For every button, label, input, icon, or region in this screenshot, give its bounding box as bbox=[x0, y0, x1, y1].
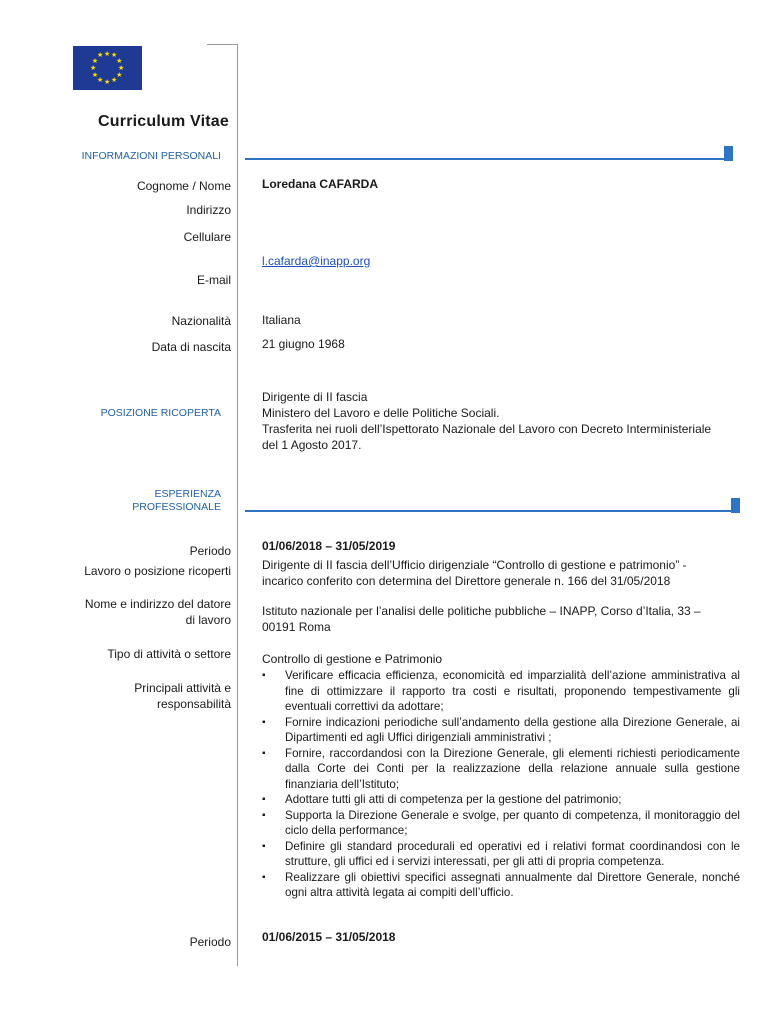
flag-star-icon: ★ bbox=[116, 71, 123, 79]
value-period-2: 01/06/2015 – 31/05/2018 bbox=[262, 930, 396, 944]
value-role bbox=[262, 557, 740, 589]
position-line: Dirigente di II fascia bbox=[262, 390, 368, 404]
flag-star-icon: ★ bbox=[91, 71, 99, 79]
value-surname-name: Loredana CAFARDA bbox=[262, 177, 379, 191]
flag-star-icon: ★ bbox=[104, 78, 111, 86]
label-employer-line-1: Nome e indirizzo del datore bbox=[84, 597, 231, 611]
flag-star-icon: ★ bbox=[111, 76, 118, 84]
section-rule-end-personal bbox=[724, 146, 733, 161]
label-address: Indirizzo bbox=[186, 203, 231, 217]
list-item: ▪ Fornire indicazioni periodiche sull’andamento della gestione alla Direzione Generale, ai Dipartimenti ed agli Uffici dirigenziali amministrativi ; bbox=[262, 715, 740, 746]
eu-flag-logo bbox=[73, 46, 142, 90]
flag-star-icon: ★ bbox=[116, 57, 123, 65]
label-surname-name: Cognome / Nome bbox=[136, 179, 231, 193]
list-item: ▪ Realizzare gli obiettivi specifici assegnati annualmente dal Direttore Generale, nonché ogni altra attività legata ai compiti dell’ufficio. bbox=[262, 870, 740, 901]
label-period-2: Periodo bbox=[189, 935, 231, 949]
section-experience bbox=[132, 488, 221, 514]
list-item: ▪ Definire gli standard procedurali ed operativi ed i relativi format coordinandosi con le strutture, gli uffici ed i servizi interessati, per gli atti di propria competenza. bbox=[262, 839, 740, 870]
flag-star-icon: ★ bbox=[111, 52, 118, 60]
label-employer-line-2: di lavoro bbox=[185, 613, 231, 627]
flag-star-icon: ★ bbox=[104, 50, 111, 58]
label-main-activities bbox=[134, 680, 231, 712]
value-birthdate: 21 giugno 1968 bbox=[262, 337, 345, 351]
list-item: ▪ Verificare efficacia efficienza, economicità ed imparzialità dell’azione amministrativa al fine di ottimizzare il rapporto tra costi e risultati, proponendo tempestivamente gli eventuali correttivi da adottare; bbox=[262, 668, 740, 715]
section-rule-end-experience bbox=[731, 498, 740, 513]
value-employer bbox=[262, 603, 740, 635]
label-main-line-1: Principali attività e bbox=[134, 681, 231, 695]
vertical-separator bbox=[237, 44, 238, 966]
label-activity-type: Tipo di attività o settore bbox=[107, 647, 231, 661]
label-nationality: Nazionalità bbox=[171, 314, 231, 328]
role-line: Dirigente di II fascia dell’Ufficio dirigenziale “Controllo di gestione e patrimonio” - bbox=[262, 558, 687, 572]
section-experience-line-2: PROFESSIONALE bbox=[132, 501, 221, 513]
position-line: del 1 Agosto 2017. bbox=[262, 438, 362, 452]
list-item: ▪ Supporta la Direzione Generale e svolge, per quanto di competenza, il monitoraggio del ciclo della performance; bbox=[262, 808, 740, 839]
label-birthdate: Data di nascita bbox=[151, 340, 231, 354]
flag-star-icon: ★ bbox=[118, 64, 125, 72]
flag-star-icon: ★ bbox=[97, 76, 104, 84]
email-link[interactable]: l.cafarda@inapp.org bbox=[262, 254, 371, 268]
flag-star-icon: ★ bbox=[97, 52, 104, 60]
position-line: Trasferita nei ruoli dell’Ispettorato Nazionale del Lavoro con Decreto Interministeriale bbox=[262, 422, 712, 436]
label-employer bbox=[85, 596, 231, 628]
value-period: 01/06/2018 – 31/05/2019 bbox=[262, 539, 396, 553]
list-item: ▪ Fornire, raccordandosi con la Direzione Generale, gli elementi richiesti periodicamente dalla Corte dei Conti per la realizzazione della relazione annuale sulla gestione finanziaria dell’Istituto; bbox=[262, 746, 740, 793]
section-position: POSIZIONE RICOPERTA bbox=[100, 407, 221, 419]
role-line: incarico conferito con determina del Direttore generale n. 166 del 31/05/2018 bbox=[262, 574, 671, 588]
page-title: Curriculum Vitae bbox=[98, 113, 229, 130]
label-role: Lavoro o posizione ricoperti bbox=[84, 564, 231, 578]
label-email: E-mail bbox=[196, 273, 231, 287]
position-line: Ministero del Lavoro e delle Politiche Sociali. bbox=[262, 406, 500, 420]
label-period: Periodo bbox=[189, 544, 231, 558]
label-mobile: Cellulare bbox=[183, 230, 231, 244]
employer-line: 00191 Roma bbox=[262, 620, 331, 634]
flag-star-icon: ★ bbox=[91, 57, 99, 65]
label-main-line-2: responsabilità bbox=[156, 697, 231, 711]
separator-top-tick bbox=[207, 44, 238, 45]
value-activity-type: Controllo di gestione e Patrimonio bbox=[262, 652, 443, 666]
value-nationality: Italiana bbox=[262, 313, 301, 327]
section-personal-info: INFORMAZIONI PERSONALI bbox=[81, 150, 221, 162]
flag-star-icon: ★ bbox=[90, 64, 97, 72]
section-rule-personal bbox=[245, 158, 725, 160]
section-experience-line-1: ESPERIENZA bbox=[154, 488, 221, 500]
section-rule-experience bbox=[245, 510, 732, 512]
list-item: ▪ Adottare tutti gli atti di competenza per la gestione del patrimonio; bbox=[262, 792, 740, 808]
position-text bbox=[262, 389, 740, 453]
employer-line: Istituto nazionale per l’analisi delle politiche pubbliche – INAPP, Corso d’Italia, 33 – bbox=[262, 604, 701, 618]
responsibilities-list bbox=[262, 668, 740, 901]
